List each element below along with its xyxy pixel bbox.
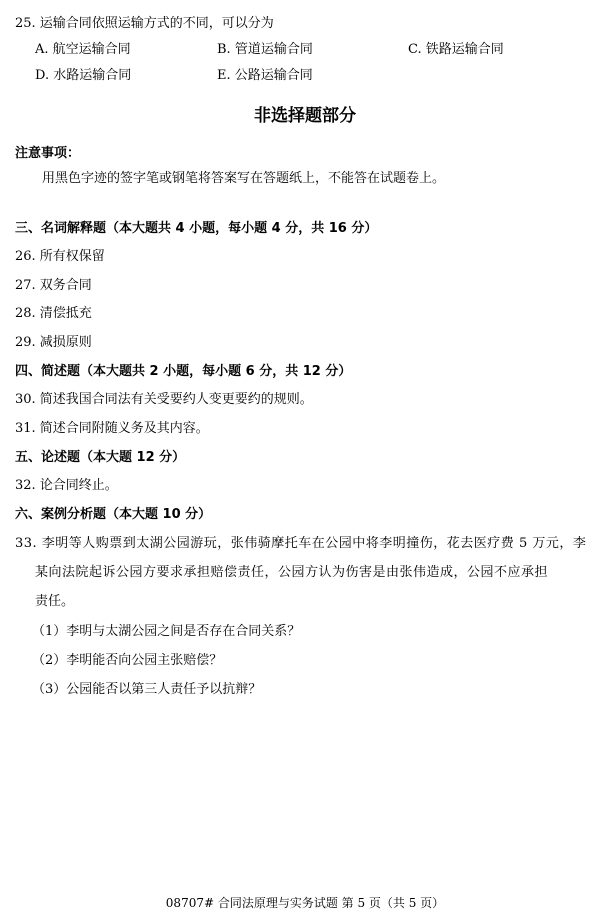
notice-heading: 注意事项： [15,146,81,161]
case-line-3: 责任。 [35,594,75,609]
option-b: B. 管道运输合同 [217,42,313,57]
section-6-heading: 六、案例分析题（本大题 10 分） [15,507,212,522]
question-31: 31. 简述合同附随义务及其内容。 [15,421,209,436]
question-25-stem: 25. 运输合同依照运输方式的不同，可以分为 [15,16,274,31]
case-question-3: （3）公园能否以第三人责任予以抗辩？ [32,682,262,697]
case-question-2: （2）李明能否向公园主张赔偿？ [32,653,223,668]
question-32: 32. 论合同终止。 [15,478,118,493]
case-question-1: （1）李明与太湖公园之间是否存在合同关系？ [32,624,301,639]
page-footer: 08707# 合同法原理与实务试题 第 5 页（共 5 页） [165,896,445,910]
case-line-1: 33. 李明等人购票到太湖公园游玩，张伟骑摩托车在公园中将李明撞伤，花去医疗费 5 万元，李 [15,536,587,551]
section-3-heading: 三、名词解释题（本大题共 4 小题，每小题 4 分，共 16 分） [15,221,378,236]
question-29: 29. 减损原则 [15,335,92,350]
question-26: 26. 所有权保留 [15,249,105,264]
option-d: D. 水路运输合同 [35,68,132,83]
question-27: 27. 双务合同 [15,278,92,293]
part-title: 非选择题部分 [254,106,356,126]
option-c: C. 铁路运输合同 [408,42,504,57]
section-5-heading: 五、论述题（本大题 12 分） [15,450,186,465]
notice-text: 用黑色字迹的签字笔或钢笔将答案写在答题纸上，不能答在试题卷上。 [42,171,446,186]
option-e: E. 公路运输合同 [217,68,313,83]
question-28: 28. 清偿抵充 [15,306,92,321]
case-line-2: 某向法院起诉公园方要求承担赔偿责任，公园方认为伤害是由张伟造成，公园不应承担 [35,565,549,580]
section-4-heading: 四、简述题（本大题共 2 小题，每小题 6 分，共 12 分） [15,364,352,379]
option-a: A. 航空运输合同 [35,42,131,57]
question-30: 30. 简述我国合同法有关受要约人变更要约的规则。 [15,392,313,407]
